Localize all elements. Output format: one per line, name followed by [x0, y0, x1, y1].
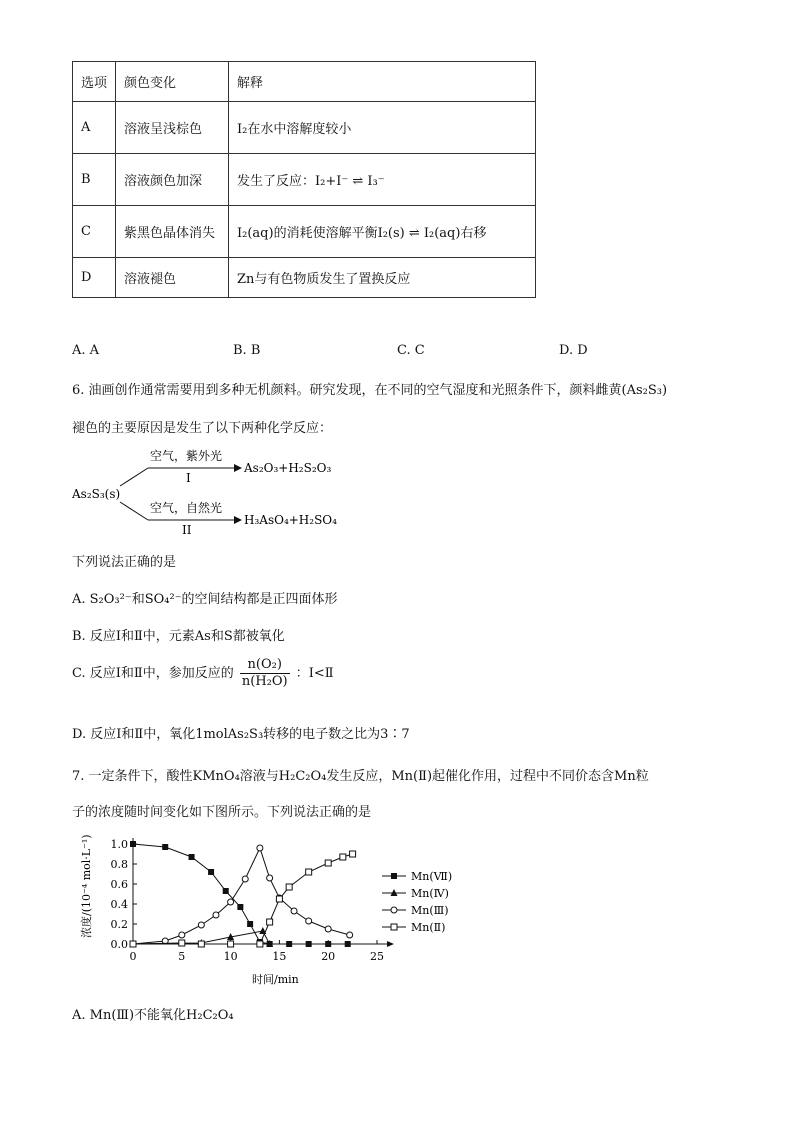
y-tick-label: 1.0 — [110, 838, 128, 851]
data-point-filled-square — [162, 844, 168, 850]
series-open-circle — [130, 845, 353, 947]
data-point-filled-square — [189, 854, 195, 860]
table-cell-color: 溶液呈浅棕色 — [116, 102, 229, 154]
legend-entry — [382, 904, 449, 917]
data-point-open-square — [306, 869, 312, 875]
data-point-open-circle — [228, 899, 234, 905]
q6-ask: 下列说法正确的是 — [72, 555, 177, 570]
option-c-suffix: ：Ⅰ<Ⅱ — [295, 666, 334, 681]
table-cell-option: C — [73, 206, 116, 258]
reaction-scheme — [68, 440, 368, 540]
x-tick-label: 10 — [223, 950, 238, 963]
data-point-open-square — [276, 896, 282, 902]
data-point-filled-square — [223, 888, 229, 894]
legend-entry — [382, 921, 445, 934]
reaction1-label: I — [186, 471, 191, 485]
branch-line-lower — [120, 502, 148, 520]
table-row — [73, 258, 536, 298]
reaction2-label: II — [182, 523, 192, 537]
data-point-open-circle — [325, 926, 331, 932]
data-point-filled-square — [286, 941, 292, 947]
q6-option-c[interactable] — [72, 657, 334, 690]
data-point-open-circle — [198, 922, 204, 928]
y-tick-label: 0.0 — [110, 938, 128, 951]
data-point-open-square — [130, 941, 136, 947]
data-point-open-square — [325, 860, 331, 866]
y-tick-label: 0.8 — [110, 858, 128, 871]
arrowhead-upper — [234, 464, 242, 472]
table-cell-option: B — [73, 154, 116, 206]
data-point-filled-square — [306, 941, 312, 947]
data-point-filled-square — [345, 941, 351, 947]
data-point-open-square — [198, 941, 204, 947]
data-point-open-circle — [179, 932, 185, 938]
table-cell-color: 溶液颜色加深 — [116, 154, 229, 206]
data-point-open-square — [257, 941, 263, 947]
data-point-filled-square — [130, 841, 136, 847]
reactant-label: As₂S₃(s) — [72, 487, 121, 501]
series-line — [133, 854, 353, 944]
table-cell-color: 溶液褪色 — [116, 258, 229, 298]
data-point-open-square — [228, 941, 234, 947]
series-filled-square — [130, 841, 351, 947]
legend-label: Mn(Ⅶ) — [411, 870, 453, 883]
x-tick-label: 15 — [272, 950, 287, 963]
data-point-filled-square — [247, 921, 253, 927]
q6-option-b[interactable]: B. 反应Ⅰ和Ⅱ中，元素As和S都被氧化 — [72, 629, 285, 644]
table-header-cell: 选项 — [73, 62, 116, 102]
x-tick-label: 20 — [321, 950, 336, 963]
reaction1-products: As₂O₃+H₂S₂O₃ — [244, 461, 332, 475]
q6-option-a[interactable]: A. S₂O₃²⁻和SO₄²⁻的空间结构都是正四面体形 — [72, 592, 338, 607]
x-axis-arrowhead — [387, 941, 394, 947]
legend-entry — [382, 887, 449, 900]
table-header-row — [73, 62, 536, 102]
y-tick-label: 0.4 — [110, 898, 128, 911]
q7-stem-line1: 7. 一定条件下，酸性KMnO₄溶液与H₂C₂O₄发生反应，Mn(Ⅱ)起催化作用，过程中不同价态含Mn粒 — [72, 769, 649, 784]
arrowhead-lower — [234, 516, 242, 524]
x-tick-label: 5 — [178, 950, 186, 963]
data-point-open-square — [340, 854, 346, 860]
y-tick-label: 0.2 — [110, 918, 128, 931]
choice-a[interactable]: A. A — [72, 343, 100, 358]
legend-label: Mn(Ⅳ) — [411, 887, 449, 900]
concentration-chart — [70, 826, 470, 992]
table-cell-option: D — [73, 258, 116, 298]
data-point-open-square — [350, 851, 356, 857]
chart-series — [130, 841, 356, 947]
y-tick-label: 0.6 — [110, 878, 128, 891]
ratio-fraction — [240, 657, 290, 690]
legend-label: Mn(Ⅱ) — [411, 921, 446, 934]
data-point-open-circle — [347, 932, 353, 938]
data-point-open-circle — [213, 912, 219, 918]
option-c-prefix: C. 反应Ⅰ和Ⅱ中，参加反应的 — [72, 666, 234, 681]
series-open-square — [130, 851, 356, 947]
choice-b[interactable]: B. B — [233, 343, 261, 358]
table-header-cell: 解释 — [229, 62, 536, 102]
q6-stem-line2: 褪色的主要原因是发生了以下两种化学反应： — [72, 421, 333, 436]
reaction2-condition: 空气，自然光 — [150, 501, 223, 515]
option-table — [72, 61, 536, 298]
chart-legend — [382, 870, 452, 934]
legend-label: Mn(Ⅲ) — [411, 904, 449, 917]
data-point-open-circle — [306, 918, 312, 924]
table-row — [73, 102, 536, 154]
data-point-open-square — [179, 940, 185, 946]
table-row — [73, 154, 536, 206]
reaction2-products: H₃AsO₄+H₂SO₄ — [244, 513, 337, 527]
choice-c[interactable]: C. C — [397, 343, 425, 358]
table-row — [73, 206, 536, 258]
q7-option-a[interactable]: A. Mn(Ⅲ)不能氧化H₂C₂O₄ — [72, 1008, 234, 1023]
y-axis-label: 浓度/(10⁻⁴ mol·L⁻¹) — [80, 834, 93, 938]
branch-line-upper — [120, 468, 148, 486]
table-header-cell: 颜色变化 — [116, 62, 229, 102]
q6-option-d[interactable]: D. 反应Ⅰ和Ⅱ中，氧化1molAs₂S₃转移的电子数之比为3∶7 — [72, 727, 410, 742]
data-point-open-circle — [267, 875, 273, 881]
table-cell-option: A — [73, 102, 116, 154]
table-cell-explanation: I₂(aq)的消耗使溶解平衡I₂(s) ⇌ I₂(aq)右移 — [229, 206, 536, 258]
data-point-filled-square — [391, 873, 397, 879]
x-axis-label: 时间/min — [252, 973, 299, 986]
fraction-numerator: n(O₂) — [240, 657, 290, 674]
table-cell-explanation: Zn与有色物质发生了置换反应 — [229, 258, 536, 298]
table-cell-explanation: I₂在水中溶解度较小 — [229, 102, 536, 154]
series-line — [133, 848, 350, 944]
legend-entry — [382, 870, 452, 883]
data-point-open-square — [286, 884, 292, 890]
table-cell-explanation: 发生了反应：I₂+I⁻ ⇌ I₃⁻ — [229, 154, 536, 206]
data-point-open-square — [267, 919, 273, 925]
data-point-filled-square — [237, 904, 243, 910]
data-point-filled-square — [208, 869, 214, 875]
fraction-denominator: n(H₂O) — [241, 674, 288, 689]
table-cell-color: 紫黑色晶体消失 — [116, 206, 229, 258]
x-tick-label: 0 — [129, 950, 137, 963]
x-tick-label: 25 — [370, 950, 384, 963]
data-point-open-circle — [391, 907, 397, 913]
data-point-open-circle — [291, 908, 297, 914]
data-point-open-square — [391, 924, 397, 930]
data-point-filled-square — [325, 941, 331, 947]
data-point-open-circle — [242, 876, 248, 882]
data-point-open-circle — [257, 845, 263, 851]
q6-stem-line1: 6. 油画创作通常需要用到多种无机颜料。研究发现，在不同的空气湿度和光照条件下，颜料雌黄(As₂S₃) — [72, 383, 668, 398]
choice-d[interactable]: D. D — [559, 343, 588, 358]
series-line — [133, 844, 348, 944]
reaction1-condition: 空气，紫外光 — [150, 449, 223, 463]
q7-stem-line2: 子的浓度随时间变化如下图所示。下列说法正确的是 — [72, 805, 372, 820]
